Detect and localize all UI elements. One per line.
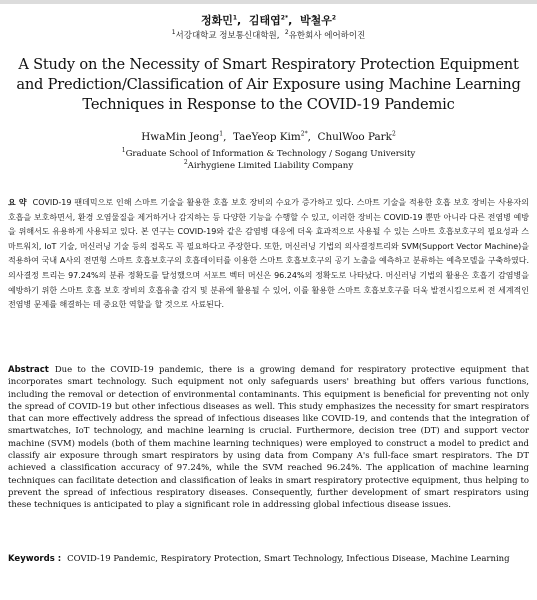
keywords-section [8, 554, 529, 566]
korean-affiliations: $^1$서강대학교 정보통신대학원, $^2$유한회사 에어하이진 [171, 29, 366, 41]
affil-text: 유한회사 에어하이진 [288, 31, 366, 41]
affil-sup: 1 [171, 29, 176, 37]
korean-author-list: 정화민$^1$, 김태엽$^{2*}$, 박철우$^2$ [200, 14, 337, 27]
affiliation-line [0, 160, 537, 172]
author-name: HwaMin Jeong [141, 131, 220, 143]
korean-abstract-label: 요 약 [8, 198, 27, 207]
english-affiliations [0, 148, 537, 172]
top-edge-strip [0, 0, 537, 4]
affil-text: 서강대학교 정보통신대학원 [175, 31, 277, 41]
author-name: ChulWoo Park [317, 131, 392, 143]
author-sup: 1 [232, 14, 238, 22]
korean-abstract-text: COVID-19 팬데믹으로 인해 스마트 기술을 활용한 호흡 보호 장비의 수요가 증가하고 있다. 스마트 기술을 적용한 호흡 보호 장비는 사용자의 호흡을 보호하면서, 환경 오염물질을 제거하거나 감지하는 등 다양한 기능을 수행할 수 있고, 이러한 장비는 COVID-19 뿐만 아니라 다른 전염병 예방을 위해서도 유용하게 사용되고 있다. 본 연구는 COVID-19와 같은 감염병 대응에 더욱 효과적으로 사용될 수 있는 스마트 호흡보호구의 필요성과 스마트워치, IoT 기술, 머신러닝 기술 등의 접목도 꼭 필요하다고 주장한다. 또한, 머신러닝 기법의 의사결정트리와 SVM(Support Vector Machine)을 적용하여 국내 A사의 전면형 스마트 호흡보호구의 호흡데이터를 이용한 스마트 호흡보호구의 공기 노출을 예측하고 분류하는 예측모델을 구축하였다. 의사결정 트리는 97.24%의 분류 정확도를 달성했으며 서포트 벡터 머신은 96.24%의 정확도로 나타났다. 머신러닝 기법의 활용은 호흡기 감염병을 예방하기 위한 스마트 호흡 보호 장비의 호흡유출 감지 및 분류에 활용될 수 있어, 이를 활용한 스마트 호흡보호구를 더욱 발전시킴으로써 전 세계적인 전염병 문제를 해결하는 데 중요한 역할을 할 것으로 사료된다. [8, 198, 529, 310]
keywords-text: COVID-19 Pandemic, Respiratory Protection, Smart Technology, Infectious Disease, Machine Learning [67, 554, 510, 564]
english-abstract [8, 364, 529, 512]
author-sup: 2 [331, 14, 337, 22]
korean-abstract [8, 196, 529, 313]
affil-text: Airhygiene Limited Liability Company [187, 161, 354, 171]
author-sup: 2* [280, 14, 289, 22]
affil-sup: 2 [284, 29, 289, 37]
affil-text: Graduate School of Information & Technology / Sogang University [125, 149, 416, 159]
affiliation-line [0, 148, 537, 160]
keywords-label: Keywords : [8, 554, 62, 564]
author-sup: 2* [300, 130, 308, 138]
author-name: 김태엽 [248, 14, 281, 27]
english-abstract-text: Due to the COVID-19 pandemic, there is a growing demand for respiratory protective equipment that incorporates smart technology. Such equipment not only safeguards users' breathing but offers various functions, including the removal or detection of environmental contaminants. This equipment is beneficial for preventing not only the spread of COVID-19 but other infectious diseases as well. This study emphasizes the necessity for smart respirators that can more effectively address the spread of infectious diseases like COVID-19, and contends that the integration of smartwatches, IoT technology, and machine learning is crucial. Furthermore, decision tree (DT) and support vector machine (SVM) models (both of them machine learning techniques) were employed to construct a model to predict and classify air exposure through smart respirators by using data from Company A's full-face smart respirators. The DT achieved a classification accuracy of 97.24%, while the SVM reached 96.24%. The application of machine learning techniques can facilitate detection and classification of leaks in smart respiratory protective equipment, thus helping to prevent the spread of infectious respiratory diseases. Consequently, further development of smart respirators using these techniques is anticipated to play a significant role in addressing global infectious disease issues. [8, 365, 529, 511]
affil-sup: 1 [121, 147, 126, 155]
author-sup: 1 [219, 130, 224, 138]
author-name: 박철우 [299, 14, 332, 27]
author-sup: 2 [391, 130, 396, 138]
english-author-list: HwaMin Jeong$^1$, TaeYeop Kim$^{2*}$, ChulWoo Park$^2$ [141, 130, 396, 143]
author-name: 정화민 [200, 14, 233, 27]
paper-title: A Study on the Necessity of Smart Respiratory Protection Equipment and Prediction/Classification of Air Exposure using Machine Learning Techniques in Response to the COVID-19 Pandemic [16, 56, 521, 113]
affil-sup: 2 [183, 159, 188, 167]
author-name: TaeYeop Kim [233, 131, 301, 143]
english-abstract-label: Abstract [8, 365, 49, 375]
